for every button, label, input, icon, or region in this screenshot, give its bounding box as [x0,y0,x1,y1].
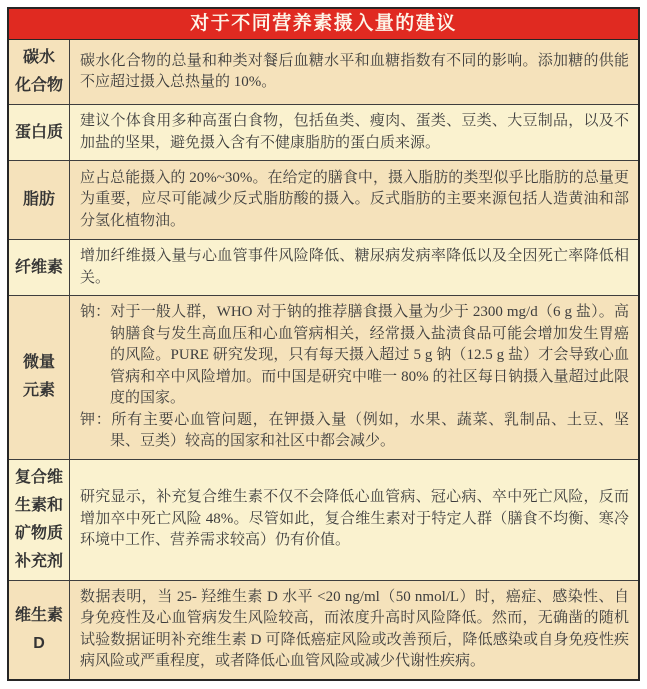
sodium-text: 对于一般人群，WHO 对于钠的推荐膳食摄入量为少于 2300 mg/d（6 g 盐）。高钠膳食与发生高血压和心血管病相关，经常摄入盐渍食品可能会增加发生胃癌的风险。PURE 研究发现，只有每天摄入超过 5 g 钠（12.5 g 盐）才会导致心血管病和卒中风险增加。而中国是研究中唯一 80% 的社区每日钠摄入量超过此限度的国家。 [110,304,629,406]
sodium-prefix: 钠： [80,304,111,320]
nutrient-recommendations-table [7,7,640,681]
sodium-item [80,302,629,410]
table-row-trace-elements [9,296,638,460]
row-text: 应占总能摄入的 20%~30%。在给定的膳食中，摄入脂肪的类型似乎比脂肪的总量更为重要，应尽可能减少反式脂肪酸的摄入。反式脂肪的主要来源包括人造黄油和部分氢化植物油。 [80,169,629,229]
row-content-vitamin-d [70,581,638,679]
table-row-carbohydrates [9,40,638,105]
row-content-trace-elements [70,296,638,459]
row-label-carbohydrates: 碳水 化合物 [9,40,70,104]
row-label-multivitamin-supplements: 复合维 生素和 矿物质 补充剂 [9,460,70,580]
row-label-fiber: 纤维素 [9,240,70,295]
table-row-fat [9,161,638,240]
row-text: 研究显示，补充复合维生素不仅不会降低心血管病、冠心病、卒中死亡风险，反而增加卒中死亡风险 48%。尽管如此，复合维生素对于特定人群（膳食不均衡、寒冷环境中工作、营养需求较高）仍有价值。 [80,489,629,549]
potassium-text: 所有主要心血管问题，在钾摄入量（例如，水果、蔬菜、乳制品、土豆、坚果、豆类）较高的国家和社区中都会减少。 [110,411,629,449]
table-row-protein [9,105,638,161]
row-content-fiber [70,240,638,295]
row-label-trace-elements: 微量 元素 [9,296,70,459]
row-label-protein: 蛋白质 [9,105,70,160]
row-content-fat [70,161,638,239]
row-label-fat: 脂肪 [9,161,70,239]
row-content-carbohydrates [70,40,638,104]
row-text: 增加纤维摄入量与心血管事件风险降低、糖尿病发病率降低以及全因死亡率降低相关。 [80,248,629,286]
table-row-fiber [9,240,638,296]
potassium-item [80,410,629,453]
table-row-vitamin-d [9,581,638,679]
row-text: 建议个体食用多种高蛋白食物，包括鱼类、瘦肉、蛋类、豆类、大豆制品，以及不加盐的坚果，避免摄入含有不健康脂肪的蛋白质来源。 [80,113,629,151]
row-label-vitamin-d: 维生素 D [9,581,70,679]
row-text: 数据表明，当 25- 羟维生素 D 水平 <20 ng/ml（50 nmol/L）时，癌症、感染性、自身免疫性及心血管病发生风险较高，而浓度升高时风险降低。然而，无确凿的随机试验数据证明补充维生素 D 可降低癌症风险或改善预后，降低感染或自身免疫性疾病风险或严重程度，或者降低心血管风险或减少代谢性疾病。 [80,588,629,669]
row-content-multivitamin-supplements [70,460,638,580]
row-content-protein [70,105,638,160]
row-text: 碳水化合物的总量和种类对餐后血糖水平和血糖指数有不同的影响。添加糖的供能不应超过摄入总热量的 10%。 [80,52,629,90]
table-row-multivitamin-supplements [9,460,638,581]
potassium-prefix: 钾： [80,411,112,428]
table-title: 对于不同营养素摄入量的建议 [9,9,638,40]
